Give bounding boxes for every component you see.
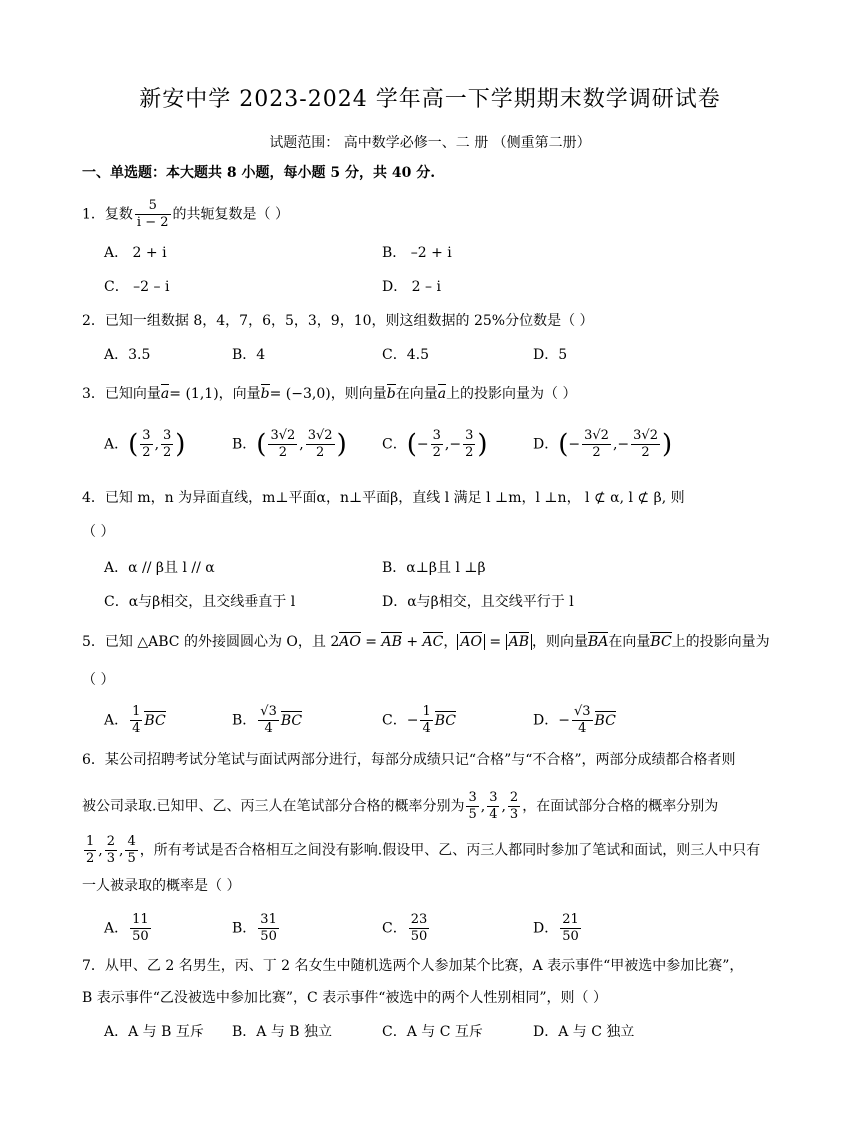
q3-text-3: ，则向量 — [330, 386, 387, 402]
num: 31 — [260, 912, 277, 927]
paren-close: ) — [661, 429, 673, 460]
q3-c-label: C． — [382, 436, 407, 453]
q5-text-2: ， — [443, 634, 458, 650]
den: 4 — [422, 721, 431, 736]
den: 50 — [260, 929, 277, 944]
frac — [130, 704, 142, 737]
q3-b-label: B． — [232, 436, 257, 453]
q3-d-label: D． — [533, 436, 559, 453]
q1-option-a: A． 2 + i — [104, 245, 167, 261]
q6-c-label: C． — [382, 920, 407, 937]
paren-close: ) — [336, 429, 347, 460]
q6-d-label: D． — [533, 920, 559, 937]
q6-text: ，在面试部分合格的概率分别为 — [522, 798, 719, 815]
q4-option-b: B．α⊥β且 l ⊥β — [382, 560, 486, 576]
q6-a-label: A． — [104, 920, 129, 937]
frac — [582, 428, 611, 461]
q6-b-label: B． — [232, 920, 257, 937]
q1-option-c: C． –2 – i — [104, 279, 170, 295]
comma: , — [154, 436, 160, 453]
vector-bc: BC — [434, 712, 456, 729]
den: 2 — [592, 445, 601, 460]
paren-open: ( — [256, 429, 267, 460]
q7-option-d: D．A 与 C 独立 — [533, 1024, 635, 1040]
den: 50 — [132, 929, 149, 944]
frac — [466, 790, 478, 823]
question-5-paren: （ ） — [82, 672, 115, 688]
num: 23 — [410, 912, 428, 927]
vector-bc: BC — [650, 634, 672, 650]
question-5 — [82, 632, 770, 652]
q7-option-a: A．A 与 B 互斥 — [104, 1024, 204, 1040]
q3-text-5: 上的投影向量为（ ） — [446, 386, 577, 402]
minus: − — [449, 436, 462, 453]
q5-text-5: 上的投影向量为 — [671, 634, 770, 650]
q5-a-label: A． — [104, 712, 129, 729]
equals: = — [484, 634, 506, 650]
q5-d-label: D．− — [533, 712, 570, 729]
vector-ab-abs: AB — [508, 634, 529, 650]
num: 3 — [465, 428, 474, 443]
q1-option-d: D． 2 – i — [382, 279, 441, 295]
question-4: 4．已知 m，n 为异面直线，m⊥平面α，n⊥平面β，直线 l 满足 l ⊥m，l ⊥n， l ⊄ α, l ⊄ β, 则 — [82, 490, 685, 506]
question-7-line-2: B 表示事件“乙没被选中参加比赛”，C 表示事件“被选中的两个人性别相同”，则（ ） — [82, 990, 607, 1006]
num: √3 — [260, 704, 277, 719]
num: 3 — [142, 428, 151, 443]
q5-option-a — [104, 704, 166, 737]
q5-c-label: C．− — [382, 712, 419, 729]
frac — [125, 834, 137, 867]
q1-frac-num: 5 — [135, 198, 171, 215]
comma: , — [612, 436, 618, 453]
vector-ab: AB — [381, 634, 402, 650]
num: 3√2 — [584, 428, 609, 443]
paren-open: ( — [406, 429, 417, 460]
question-4-paren: （ ） — [82, 524, 115, 540]
comma: , — [299, 436, 304, 453]
question-1 — [82, 198, 289, 231]
question-6-line-3: $\frac{1}{2}$ , $\frac{2}{3}$ , $\frac{4}{5}$ ，所有考试是否合格相互之间没有影响.假设甲、乙、丙三人都同时参加了笔试和面试，则三人中只有 — [86, 834, 761, 866]
frac — [487, 790, 499, 823]
num: 2 — [106, 834, 116, 849]
num: 3 — [163, 428, 172, 443]
vector-bc: BC — [144, 712, 166, 729]
num: 3√2 — [307, 428, 333, 443]
minus: − — [416, 436, 429, 453]
plus: + — [401, 634, 423, 650]
den: 5 — [468, 807, 477, 822]
abs-ab — [506, 634, 532, 650]
q5-text-3: ，则向量 — [531, 634, 588, 650]
q6-option-d — [533, 912, 583, 945]
vector-bc: BC — [280, 712, 303, 729]
num: 1 — [132, 704, 141, 719]
den: 2 — [86, 851, 95, 866]
num: 2 — [509, 790, 519, 805]
q3-option-b — [232, 428, 347, 461]
den: 2 — [142, 445, 151, 460]
den: 4 — [132, 721, 141, 736]
question-6-line-2: 被公司录取.已知甲、乙、丙三人在笔试部分合格的概率分别为 $\frac{3}{5}$ , $\frac{3}{4}$ , $\frac{2}{3}$ ，在面试部分合格的概率分别为 — [82, 790, 719, 822]
den: 4 — [489, 807, 498, 822]
frac — [409, 912, 430, 945]
equals: = — [360, 634, 382, 650]
frac — [258, 912, 279, 945]
den: 2 — [278, 445, 287, 460]
frac — [84, 834, 96, 867]
frac — [508, 790, 520, 823]
frac — [161, 428, 173, 461]
vector-bc: BC — [594, 712, 616, 729]
q6-text: 被公司录取.已知甲、乙、丙三人在笔试部分合格的概率分别为 — [82, 798, 465, 815]
question-2: 2．已知一组数据 8，4，7，6，5，3，9，10，则这组数据的 25%分位数是（ ） — [82, 313, 594, 329]
q2-option-a: A．3.5 — [104, 347, 151, 363]
paren-open: ( — [558, 429, 569, 460]
frac — [258, 704, 279, 737]
vector-ao-abs: AO — [460, 634, 482, 650]
q5-option-c — [382, 704, 456, 737]
den: 4 — [578, 721, 587, 736]
q6-option-b — [232, 912, 281, 945]
question-3 — [82, 384, 577, 404]
q4-option-d: D．α与β相交，且交线平行于 l — [382, 594, 574, 610]
vector-a-ref: a — [437, 386, 447, 402]
q2-option-b: B．4 — [232, 347, 266, 363]
q1-option-b: B． –2 + i — [382, 245, 452, 261]
num: 3 — [432, 428, 441, 443]
question-6-line-1: 6．某公司招聘考试分笔试与面试两部分进行，每部分成绩只记“合格”与“不合格”，两部分成绩都合格者则 — [82, 752, 736, 768]
frac — [420, 704, 432, 737]
q1-frac-den: i − 2 — [136, 215, 169, 230]
vector-a: a — [160, 386, 170, 402]
q3-b-value: = (−3,0) — [269, 386, 331, 402]
question-7-line-1: 7．从甲、乙 2 名男生，丙、丁 2 名女生中随机选两个人参加某个比赛，A 表示事件“甲被选中参加比赛”， — [82, 958, 744, 974]
q1-suffix: 的共轭复数是（ ） — [172, 206, 289, 223]
num: 3 — [468, 790, 477, 805]
section-heading: 一、单选题：本大题共 8 小题，每小题 5 分，共 40 分. — [82, 165, 436, 181]
vector-b-ref: b — [386, 386, 396, 402]
num: 11 — [132, 912, 149, 927]
q5-option-d — [533, 704, 616, 737]
frac — [560, 912, 581, 945]
frac — [306, 428, 335, 461]
abs-ao — [457, 634, 485, 650]
q2-option-c: C．4.5 — [382, 347, 429, 363]
den: 50 — [410, 929, 428, 944]
den: 2 — [316, 445, 325, 460]
comma: , — [444, 436, 450, 453]
exam-scope: 试题范围： 高中数学必修一、二 册 （侧重第二册） — [269, 135, 591, 151]
q2-option-d: D．5 — [533, 347, 568, 363]
paren-close: ) — [477, 429, 488, 460]
q5-option-b — [232, 704, 302, 737]
den: 2 — [465, 445, 474, 460]
q5-text-4: 在向量 — [608, 634, 651, 650]
frac — [140, 428, 152, 461]
num: 4 — [127, 834, 136, 849]
vector-ac: AC — [422, 634, 444, 650]
num: √3 — [573, 704, 591, 719]
q3-a-value: = (1,1) — [169, 386, 219, 402]
den: 3 — [106, 851, 116, 866]
den: 4 — [264, 721, 273, 736]
q5-b-label: B． — [232, 712, 257, 729]
frac — [268, 428, 297, 461]
frac — [572, 704, 593, 737]
q3-option-d — [533, 428, 672, 461]
den: 3 — [509, 807, 519, 822]
num: 3 — [489, 790, 498, 805]
num: 3√2 — [633, 428, 658, 443]
den: 2 — [163, 445, 172, 460]
paren-open: ( — [128, 429, 139, 460]
q5-text-1: 5．已知 △ABC 的外接圆圆心为 O，且 2 — [82, 634, 340, 650]
frac — [130, 912, 151, 945]
q3-text-2: ，向量 — [218, 386, 261, 402]
vector-b: b — [260, 386, 270, 402]
den: 50 — [562, 929, 579, 944]
num: 1 — [422, 704, 431, 719]
q1-fraction — [135, 198, 171, 231]
q4-option-a: A．α // β且 l // α — [104, 560, 215, 576]
paren-close: ) — [175, 429, 186, 460]
den: 5 — [127, 851, 136, 866]
num: 3√2 — [270, 428, 296, 443]
minus: − — [568, 436, 581, 453]
vector-ao: AO — [339, 634, 361, 650]
frac — [463, 428, 475, 461]
frac — [431, 428, 443, 461]
q1-prefix: 1．复数 — [82, 206, 133, 223]
q6-text: ，所有考试是否合格相互之间没有影响.假设甲、乙、丙三人都同时参加了笔试和面试，则三人中只有 — [139, 842, 761, 859]
minus: − — [617, 436, 630, 453]
q3-text-4: 在向量 — [395, 386, 438, 402]
question-6-line-4: 一人被录取的概率是（ ） — [82, 878, 241, 894]
frac — [105, 834, 117, 867]
q7-option-c: C．A 与 C 互斥 — [382, 1024, 483, 1040]
exam-title: 新安中学 2023-2024 学年高一下学期期末数学调研试卷 — [139, 87, 721, 112]
q3-option-a — [104, 428, 185, 461]
q6-option-a — [104, 912, 153, 945]
frac — [631, 428, 660, 461]
q3-a-label: A． — [104, 436, 129, 453]
den: 2 — [641, 445, 650, 460]
q4-option-c: C．α与β相交，且交线垂直于 l — [104, 594, 296, 610]
q3-text-1: 3．已知向量 — [82, 386, 161, 402]
num: 21 — [562, 912, 579, 927]
vector-ba: BA — [587, 634, 609, 650]
num: 1 — [86, 834, 95, 849]
q3-option-c — [382, 428, 488, 461]
den: 2 — [432, 445, 441, 460]
q7-option-b: B．A 与 B 独立 — [232, 1024, 333, 1040]
q6-option-c — [382, 912, 431, 945]
